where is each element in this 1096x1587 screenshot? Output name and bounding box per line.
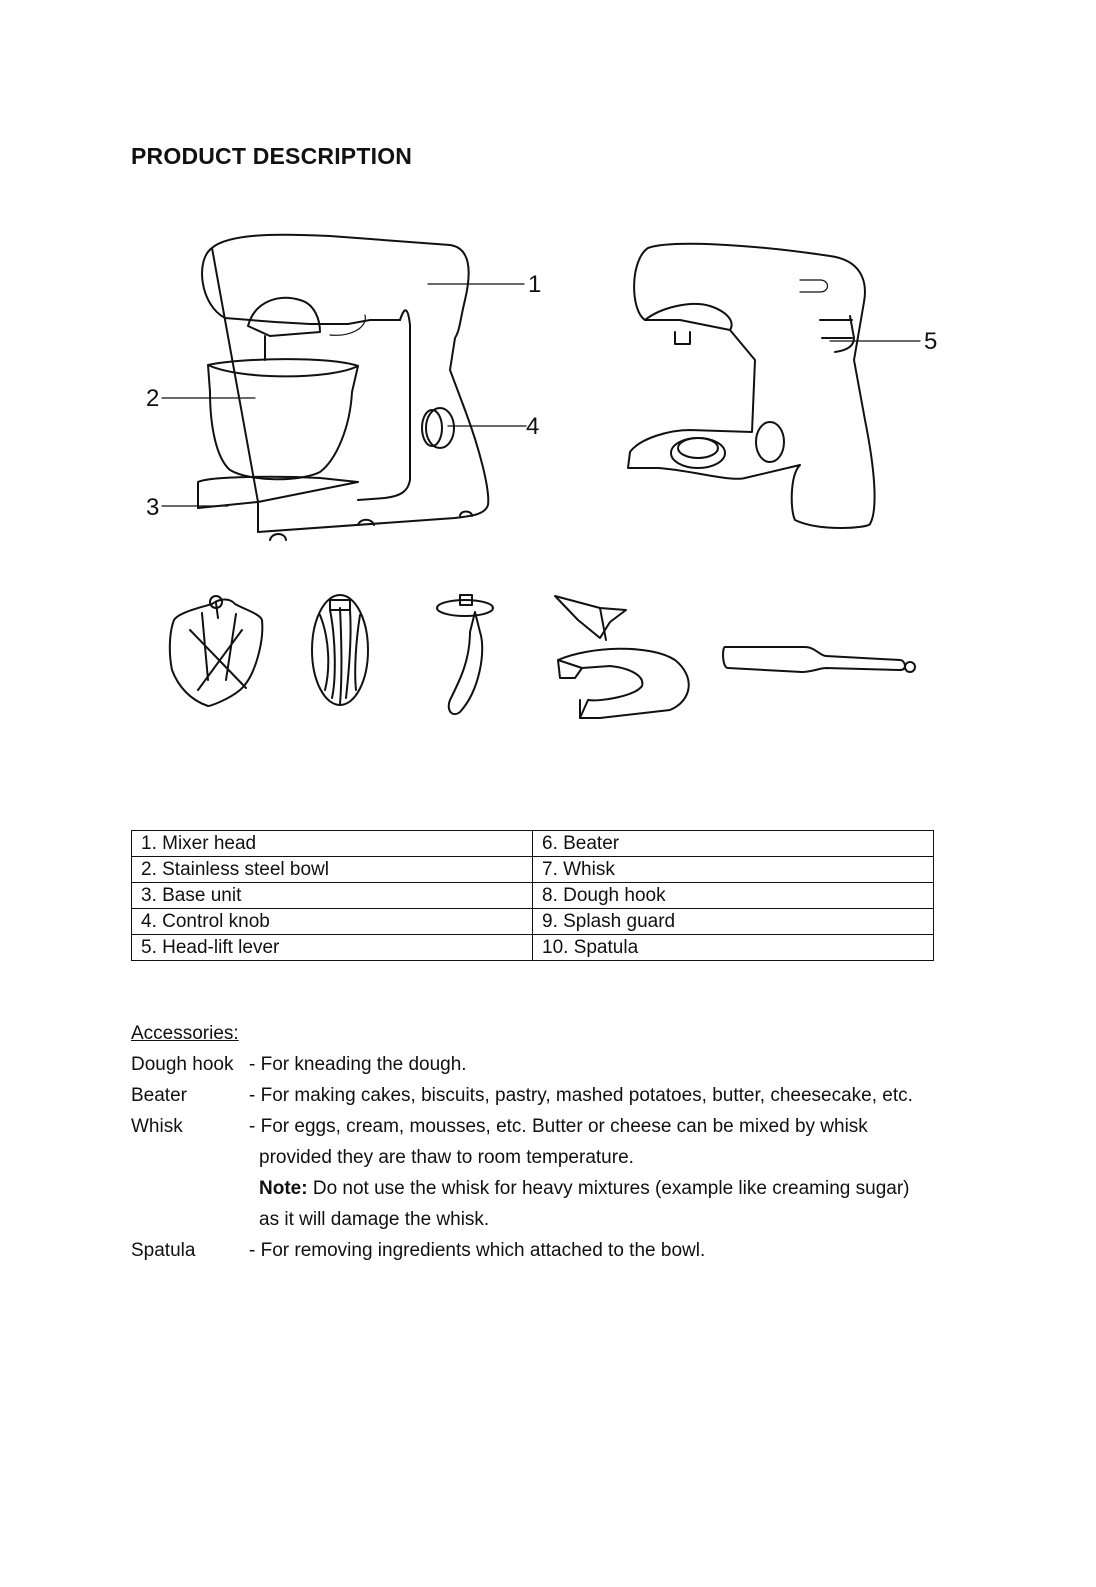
accessory-desc: - For kneading the dough.: [249, 1054, 467, 1075]
table-row: [132, 857, 934, 883]
callout-5: 5: [924, 328, 938, 355]
table-row: [132, 909, 934, 935]
dough-hook-accessory: [437, 595, 493, 714]
accessory-name: Dough hook: [131, 1054, 234, 1075]
callout-3: 3: [146, 494, 160, 521]
mixer-rear-view: [628, 244, 875, 528]
table-cell: 5. Head-lift lever: [132, 935, 533, 961]
callout-1: 1: [528, 271, 542, 298]
whisk-note: [131, 1173, 971, 1204]
beater-accessory: [170, 596, 262, 706]
note-label: Note:: [259, 1178, 308, 1199]
accessory-desc: - For removing ingredients which attached to the bowl.: [249, 1240, 706, 1261]
callouts-left: [146, 271, 541, 521]
table-row: [132, 935, 934, 961]
accessory-name: Beater: [131, 1085, 187, 1106]
note-text: Do not use the whisk for heavy mixtures (example like creaming sugar): [307, 1178, 910, 1199]
accessory-name: Whisk: [131, 1116, 183, 1137]
page-title: PRODUCT DESCRIPTION: [131, 143, 413, 169]
accessory-row: [131, 1111, 971, 1142]
table-cell: 10. Spatula: [533, 935, 934, 961]
product-illustration: [130, 220, 960, 740]
table-cell: 6. Beater: [533, 831, 934, 857]
accessories-heading: Accessories:: [131, 1023, 239, 1044]
whisk-accessory: [312, 595, 368, 705]
accessory-desc-continued: provided they are thaw to room temperature.: [259, 1147, 634, 1168]
accessories-section: [131, 1018, 971, 1266]
table-cell: 3. Base unit: [132, 883, 533, 909]
accessory-row: [131, 1080, 971, 1111]
table-row: [132, 831, 934, 857]
callout-right: [830, 328, 937, 355]
callout-4: 4: [526, 413, 540, 440]
callout-2: 2: [146, 385, 160, 412]
accessory-name: Spatula: [131, 1240, 196, 1261]
accessory-row: [131, 1235, 971, 1266]
accessory-desc: - For making cakes, biscuits, pastry, mashed potatoes, butter, cheesecake, etc.: [249, 1085, 913, 1106]
parts-table: [131, 830, 934, 961]
whisk-note-continued: as it will damage the whisk.: [259, 1209, 490, 1230]
splash-guard-accessory: [555, 596, 689, 718]
table-cell: 7. Whisk: [533, 857, 934, 883]
spatula-accessory: [723, 647, 915, 672]
table-cell: 9. Splash guard: [533, 909, 934, 935]
table-cell: 1. Mixer head: [132, 831, 533, 857]
table-cell: 4. Control knob: [132, 909, 533, 935]
table-cell: 8. Dough hook: [533, 883, 934, 909]
table-row: [132, 883, 934, 909]
mixer-diagram: [130, 220, 960, 740]
accessory-row: [131, 1049, 971, 1080]
accessory-desc: - For eggs, cream, mousses, etc. Butter or cheese can be mixed by whisk: [249, 1116, 868, 1137]
mixer-front-view: [198, 235, 488, 540]
table-cell: 2. Stainless steel bowl: [132, 857, 533, 883]
